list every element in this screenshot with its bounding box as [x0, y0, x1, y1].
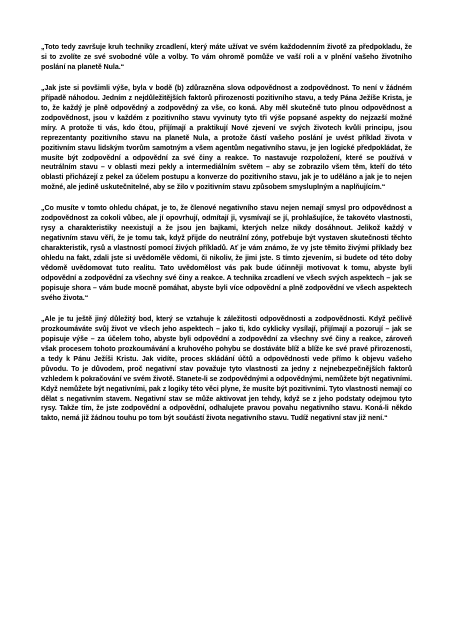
- paragraph-spacer: [41, 73, 412, 84]
- paragraph-spacer: [41, 193, 412, 204]
- paragraph-spacer: [41, 304, 412, 315]
- paragraph-3: „Co musíte v tomto ohledu chápat, je to, že členové negativního stavu nejen nemají smysl pro odpovědnost a zodpovědnost za cokoli vůbec, ale jí opovrhují, odmítají ji, vysmívají se jí, prohlašujíce, že takovéto vlastnosti, rysy a charakteristiky neexistují a že jsou jen bajkami, kterých nelze nikdy dosáhnout. Jelikož každý v negativním stavu věří, že je tomu tak, když přijde do neutrální zóny, potřebuje být vystaven skutečnosti těchto charakteristik, rysů a vlastností pomocí živých příkladů. Ať je vám známo, že vy jste těmito živými příklady bez ohledu na fakt, zdali jste si uvědoměle vědomi, či nikoliv, že jimi jste. S tímto zjevením, si budete od této doby vědomě uvědomovat tuto realitu. Tato uvědomělost vás pak bude účinněji motivovat k tomu, abyste byli odpovědní a zodpovědní za všechny své činy a reakce. A technika zrcadlení ve všech svých aspektech – jak se popisuje shora – vám bude mocně pomáhat, abyste byli více odpovědní a plně zodpovědní ve všech aspektech svého života.“: [41, 205, 412, 302]
- document-page: [41, 43, 412, 424]
- paragraph-4: „Ale je tu ještě jiný důležitý bod, který se vztahuje k záležitosti odpovědnosti a zodpovědnosti. Když pečlivě prozkoumáváte svůj život ve všech jeho aspektech – jako ti, kdo cyklicky vysílají, přijímají a pozorují – jak se popisuje výše – za účelem toho, abyste byli odpovědní a zodpovědní za všechny své činy a reakce, zároveň však procesem tohoto prozkoumávání a kruhového pohybu se dostáváte blíž a blíže ke své pravé přirozenosti, a tedy k Pánu Ježíši Kristu. Jak vidíte, proces skládání účtů a odpovědnosti vede přímo k objevu vašeho původu. To je důvodem, proč negativní stav považuje tyto vlastnosti za jedny z nejnebezpečnějších faktorů vzhledem k pokračování ve svém životě. Stanete-li se zodpovědnými a odpovědnými, nemůžete být negativními. Když nemůžete být negativními, pak z logiky této věci plyne, že musíte být pozitivními. Tyto vlastnosti nemají co dělat s negativním stavem. Negativní stav se může aktivovat jen tehdy, když se z jeho podstaty odejmou tyto rysy. Takže tím, že jste zodpovědní a odpovědní, odhalujete pravou povahu negativního stavu. Koná-li někdo takto, nemá již žádnou touhu po tom být součástí života negativního stavu. Tudíž negativní stav již není.“: [41, 315, 412, 423]
- paragraph-2: „Jak jste si povšimli výše, byla v bodě (b) zdůrazněna slova odpovědnost a zodpovědnost. To není v žádném případě náhodou. Jedním z nejdůležitějších faktorů přirozenosti pozitivního stavu, a tedy Pána Ježíše Krista, je to, že každý je plně odpovědný a zodpovědný za vše, co koná. Aby měl skutečně tuto plnou odpovědnost a zodpovědnost, jsou v každém z pozitivního stavu vyvinuty tyto tři výše popsané aspekty do nejzazší možné míry. A protože ti vás, kdo čtou, přijímají a praktikují Nové zjevení ve svých životech kvůli principu, jsou reprezentanty pozitivního stavu na planetě Nula, a protože částí vašeho poslání je uvést příklad života v pozitivním stavu lidským tvorům samotným a všem agentům negativního stavu, je jen logické předpokládat, že musíte být zodpovědní a odpovědní za své činy a reakce. To nastavuje rozpoložení, které se používá v neutrálním stavu – v oblasti mezi pekly a intermediálním světem – aby se zobrazilo všem těm, kteří do této oblasti přicházejí z pekel za účelem postupu a konverze do pozitivního stavu, jak je to uděláno a jak je to nejen možné, ale jedině uskutečnitelné, aby se žilo v pozitivním stavu způsobem smysluplným a naplňujícím.“: [41, 84, 412, 192]
- paragraph-1: „Toto tedy završuje kruh techniky zrcadlení, který máte užívat ve svém každodenním životě za předpokladu, že si to zvolíte ze své svobodné vůle a volby. To vám ohromě pomůže ve vaší roli a v plnění vašeho životního poslání na planetě Nula.“: [41, 44, 412, 71]
